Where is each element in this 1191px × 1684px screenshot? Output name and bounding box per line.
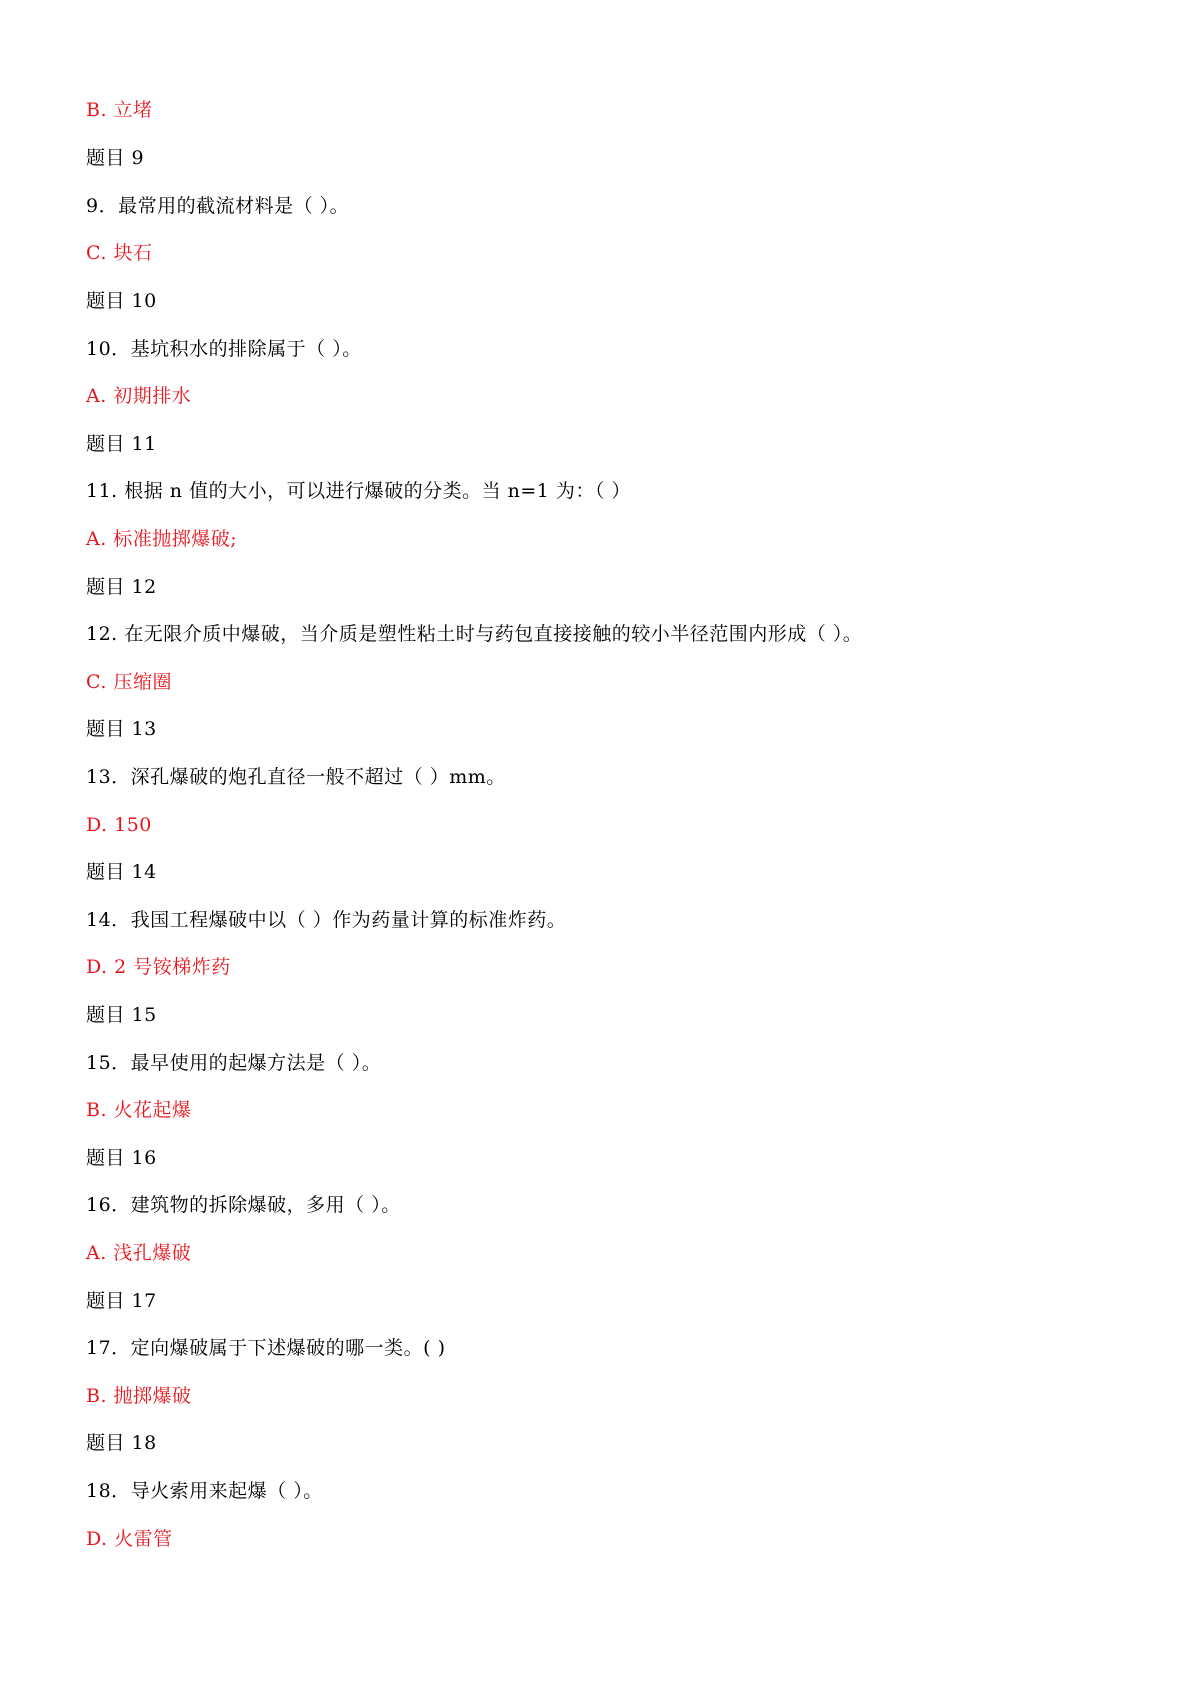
question-text: 13．深孔爆破的炮孔直径一般不超过（ ）mm。 xyxy=(86,766,506,788)
question-heading: 题目 9 xyxy=(86,147,145,169)
question-heading: 题目 16 xyxy=(86,1147,157,1169)
question-text: 14．我国工程爆破中以（ ）作为药量计算的标准炸药。 xyxy=(86,909,567,931)
question-text: 18．导火索用来起爆（ ）。 xyxy=(86,1480,323,1502)
question-heading: 题目 10 xyxy=(86,290,157,312)
question-text: 17．定向爆破属于下述爆破的哪一类。( ) xyxy=(86,1337,446,1359)
answer-text: A. 初期排水 xyxy=(86,385,192,407)
answer-text: A. 浅孔爆破 xyxy=(86,1242,192,1264)
answer-text: D. 150 xyxy=(86,814,152,836)
question-text: 9．最常用的截流材料是（ ）。 xyxy=(86,195,350,217)
answer-text: C. 压缩圈 xyxy=(86,671,172,693)
answer-text: B. 抛掷爆破 xyxy=(86,1385,192,1407)
question-text: 16．建筑物的拆除爆破，多用（ ）。 xyxy=(86,1194,401,1216)
question-text: 12. 在无限介质中爆破，当介质是塑性粘土时与药包直接接触的较小半径范围内形成（ ）。 xyxy=(86,623,863,645)
answer-text: B. 火花起爆 xyxy=(86,1099,192,1121)
question-heading: 题目 12 xyxy=(86,576,157,598)
answer-text: C. 块石 xyxy=(86,242,153,264)
answer-text: A. 标准抛掷爆破; xyxy=(86,528,238,550)
answer-text: D. 火雷管 xyxy=(86,1528,173,1550)
answer-text: D. 2 号铵梯炸药 xyxy=(86,956,231,978)
question-heading: 题目 18 xyxy=(86,1432,157,1454)
question-text: 15．最早使用的起爆方法是（ ）。 xyxy=(86,1052,382,1074)
question-heading: 题目 17 xyxy=(86,1290,157,1312)
question-text: 10．基坑积水的排除属于（ ）。 xyxy=(86,338,362,360)
question-heading: 题目 11 xyxy=(86,433,157,455)
question-heading: 题目 13 xyxy=(86,718,157,740)
question-text: 11. 根据 n 值的大小，可以进行爆破的分类。当 n=1 为：（ ） xyxy=(86,480,631,502)
question-heading: 题目 14 xyxy=(86,861,157,883)
answer-text: B. 立堵 xyxy=(86,99,153,121)
question-heading: 题目 15 xyxy=(86,1004,157,1026)
